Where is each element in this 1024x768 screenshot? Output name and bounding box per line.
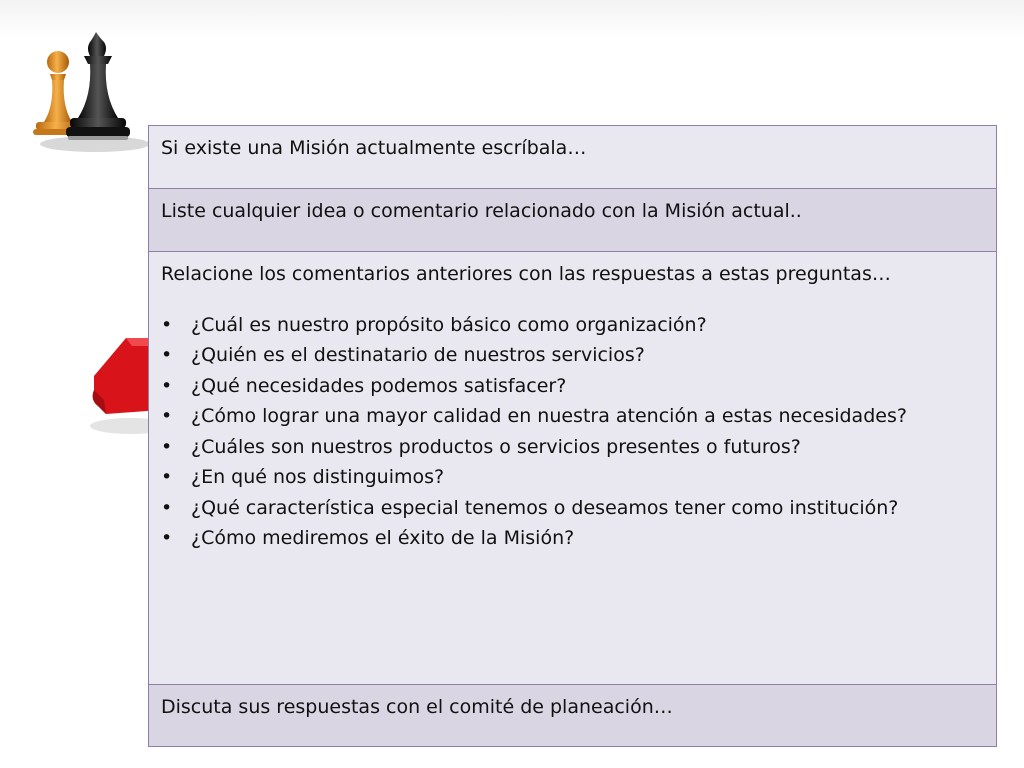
list-item — [161, 310, 984, 341]
row-ideas-comments-text: Liste cualquier idea o comentario relacionado con la Misión actual.. — [161, 199, 802, 222]
bullet-mark: • — [161, 374, 173, 397]
row-ideas-comments — [149, 188, 996, 251]
bullet-mark: • — [161, 405, 173, 428]
bullet-mark: • — [161, 466, 173, 489]
question-text: ¿Cuál es nuestro propósito básico como organización? — [191, 313, 707, 336]
list-item — [161, 371, 984, 402]
list-item — [161, 493, 984, 524]
row-existing-mission — [149, 126, 996, 188]
row-discuss — [149, 684, 996, 746]
bullet-mark: • — [161, 313, 173, 336]
row-questions-intro: Relacione los comentarios anteriores con las respuestas a estas preguntas… — [161, 262, 891, 285]
list-item — [161, 523, 984, 554]
list-item — [161, 340, 984, 371]
question-text: ¿Quién es el destinatario de nuestros servicios? — [191, 344, 645, 367]
list-item — [161, 462, 984, 493]
chess-pawns-icon — [20, 26, 160, 156]
question-text: ¿Cómo mediremos el éxito de la Misión? — [191, 527, 575, 550]
list-item — [161, 432, 984, 463]
bullet-mark: • — [161, 435, 173, 458]
question-text: ¿Qué necesidades podemos satisfacer? — [191, 374, 567, 397]
question-text: ¿Qué característica especial tenemos o deseamos tener como institución? — [191, 496, 899, 519]
mission-table — [148, 125, 997, 747]
row-questions — [149, 251, 996, 684]
bullet-mark: • — [161, 344, 173, 367]
bullet-mark: • — [161, 527, 173, 550]
question-text: ¿Cuáles son nuestros productos o servicios presentes o futuros? — [191, 435, 801, 458]
row-existing-mission-text: Si existe una Misión actualmente escríbala… — [161, 137, 587, 159]
question-text: ¿En qué nos distinguimos? — [191, 466, 445, 489]
row-discuss-text: Discuta sus respuestas con el comité de planeación… — [161, 696, 673, 719]
questions-list — [161, 310, 984, 554]
bullet-mark: • — [161, 496, 173, 519]
question-text: ¿Cómo lograr una mayor calidad en nuestra atención a estas necesidades? — [191, 405, 907, 428]
list-item — [161, 401, 984, 432]
